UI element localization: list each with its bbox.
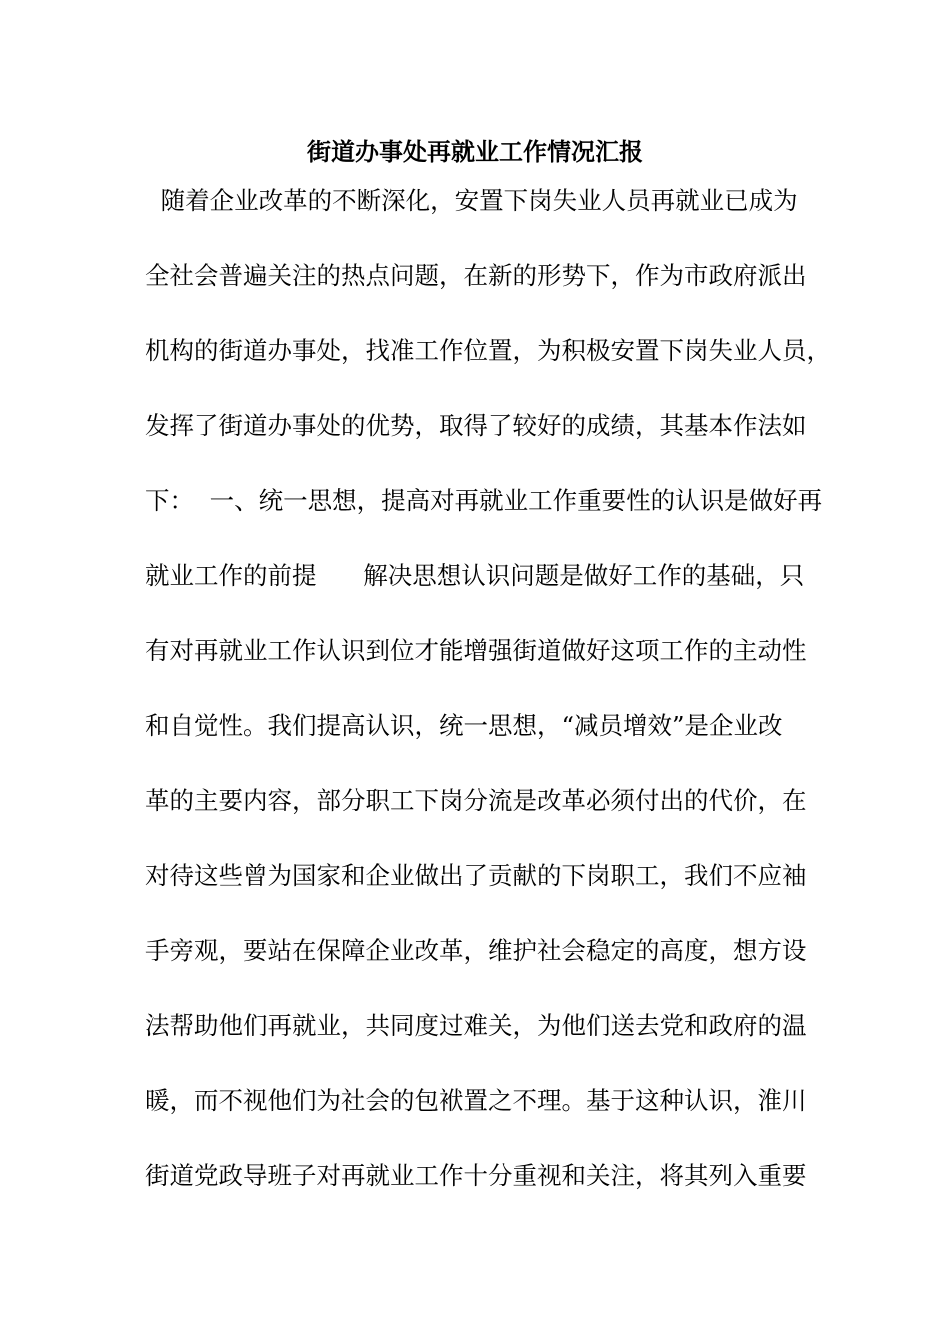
body-line: 就业工作的前提 解决思想认识问题是做好工作的基础，只: [145, 561, 805, 590]
document-body: [145, 182, 831, 1232]
body-line: 手旁观，要站在保障企业改革，维护社会稳定的高度，想方设: [145, 936, 807, 965]
body-line: 对待这些曾为国家和企业做出了贡献的下岗职工，我们不应袖: [145, 861, 807, 890]
body-line: 街道党政导班子对再就业工作十分重视和关注，将其列入重要: [145, 1161, 807, 1190]
body-line: 机构的街道办事处，找准工作位置，为积极安置下岗失业人员，: [145, 336, 831, 365]
body-line: 法帮助他们再就业，共同度过难关，为他们送去党和政府的温: [145, 1011, 807, 1040]
body-line: 和自觉性。我们提高认识，统一思想，“减员增效”是企业改: [145, 711, 783, 740]
body-line: 暖，而不视他们为社会的包袱置之不理。基于这种认识，淮川: [145, 1086, 807, 1115]
body-line: 随着企业改革的不断深化，安置下岗失业人员再就业已成为: [145, 186, 798, 215]
body-line: 发挥了街道办事处的优势，取得了较好的成绩，其基本作法如: [145, 411, 807, 440]
body-line: 全社会普遍关注的热点问题，在新的形势下，作为市政府派出: [145, 261, 807, 290]
body-line: 革的主要内容，部分职工下岗分流是改革必须付出的代价，在: [145, 786, 807, 815]
body-line: 下： 一、统一思想，提高对再就业工作重要性的认识是做好再: [145, 486, 823, 515]
document-title: 街道办事处再就业工作情况汇报: [307, 137, 643, 166]
body-line: 有对再就业工作认识到位才能增强街道做好这项工作的主动性: [145, 636, 807, 665]
